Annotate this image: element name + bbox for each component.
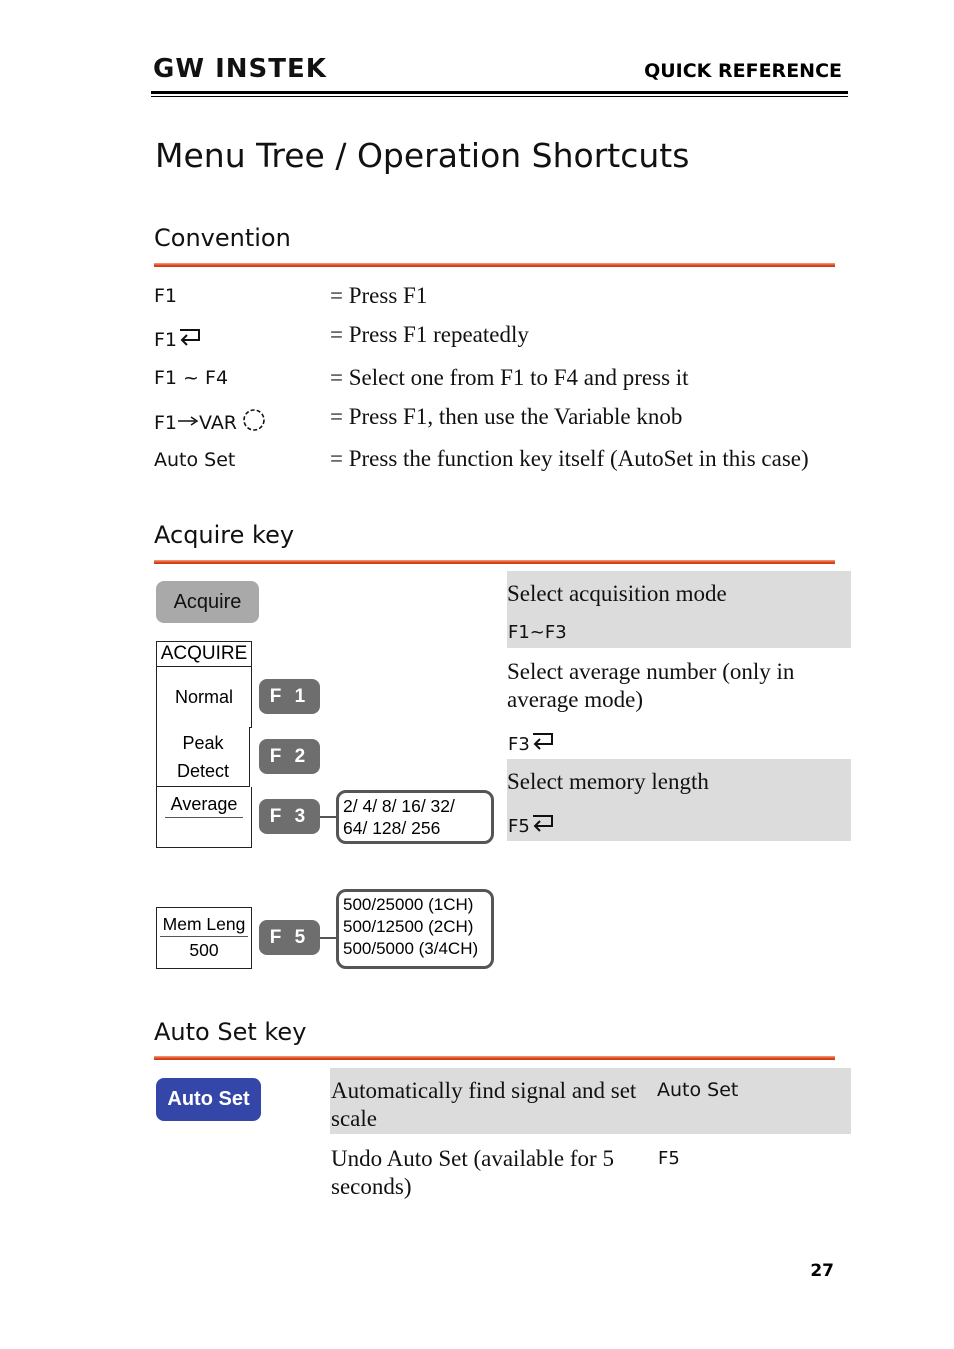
menu-item-normal[interactable]: Normal [156, 667, 252, 728]
f5-key[interactable]: F 5 [259, 920, 320, 955]
acquire-desc-key-3-label: F5 [508, 816, 530, 837]
average-options-box [336, 790, 494, 844]
mem-options-box [336, 889, 494, 969]
convention-value-3: = Select one from F1 to F4 and press it [330, 365, 689, 390]
acquire-desc-key-2 [508, 730, 556, 755]
autoset-heading: Auto Set key [154, 1018, 307, 1046]
average-options-line-1: 2/ 4/ 8/ 16/ 32/ [343, 796, 455, 816]
convention-key-2 [154, 326, 203, 351]
gwinstek-logo: GW INSTEK [153, 54, 327, 84]
menu-item-average-label: Average [165, 791, 243, 818]
mem-option-2ch: 500/12500 (2CH) [343, 917, 474, 936]
convention-key-2-label: F1 [154, 329, 178, 351]
convention-value-5: = Press the function key itself (AutoSet in this case) [330, 446, 809, 471]
header-section-label: QUICK REFERENCE [644, 60, 842, 82]
convention-value-2: = Press F1 repeatedly [330, 322, 529, 347]
acquire-heading: Acquire key [154, 521, 295, 549]
header-rule-thin [151, 96, 848, 97]
acquire-rule [154, 560, 835, 564]
mem-length-menu[interactable] [156, 907, 252, 969]
right-arrow-icon [177, 415, 199, 427]
f2-key[interactable]: F 2 [259, 739, 320, 774]
return-arrow-icon [530, 730, 556, 752]
autoset-button[interactable]: Auto Set [156, 1078, 261, 1121]
page-title: Menu Tree / Operation Shortcuts [155, 136, 690, 175]
return-arrow-icon [530, 812, 556, 834]
autoset-desc-2: Undo Auto Set (available for 5 seconds) [331, 1146, 614, 1199]
convention-key-4 [154, 407, 267, 434]
mem-option-34ch: 500/5000 (3/4CH) [343, 939, 479, 958]
f5-connector [320, 937, 337, 939]
acquire-desc-1: Select acquisition mode [507, 581, 727, 606]
autoset-desc-1: Automatically find signal and set scale [331, 1078, 637, 1131]
f3-connector [320, 816, 337, 818]
acquire-desc-3: Select memory length [507, 769, 709, 794]
f1-key[interactable]: F 1 [259, 679, 320, 714]
autoset-rule [154, 1056, 835, 1060]
convention-key-5: Auto Set [154, 449, 236, 471]
convention-key-4-suffix: VAR [199, 412, 238, 434]
autoset-desc-key-2: F5 [658, 1148, 680, 1169]
acquire-desc-key-1: F1~F3 [508, 622, 567, 643]
convention-key-3: F1 ~ F4 [154, 367, 229, 389]
acquire-menu-header: ACQUIRE [156, 641, 252, 667]
average-options-line-2: 64/ 128/ 256 [343, 818, 441, 838]
mem-length-label: Mem Leng [160, 912, 248, 937]
autoset-desc-key-1: Auto Set [657, 1079, 739, 1101]
variable-knob-icon [241, 407, 267, 433]
menu-item-average[interactable] [156, 787, 252, 848]
convention-heading: Convention [154, 224, 291, 252]
convention-value-1: = Press F1 [330, 283, 428, 308]
convention-rule [154, 263, 835, 267]
acquire-desc-key-3 [508, 812, 556, 837]
convention-value-4: = Press F1, then use the Variable knob [330, 404, 683, 429]
acquire-button[interactable]: Acquire [156, 581, 259, 623]
mem-option-1ch: 500/25000 (1CH) [343, 895, 474, 914]
convention-key-4-label: F1 [154, 412, 178, 434]
return-arrow-icon [177, 326, 203, 348]
header-rule [151, 91, 848, 94]
convention-key-1: F1 [154, 285, 178, 307]
page-number: 27 [810, 1261, 834, 1281]
acquire-desc-2: Select average number (only in average mode) [507, 659, 795, 712]
acquire-desc-key-2-label: F3 [508, 734, 530, 755]
menu-item-peak-detect[interactable]: Peak Detect [156, 727, 250, 787]
mem-length-value: 500 [189, 940, 219, 960]
f3-key[interactable]: F 3 [259, 799, 320, 834]
